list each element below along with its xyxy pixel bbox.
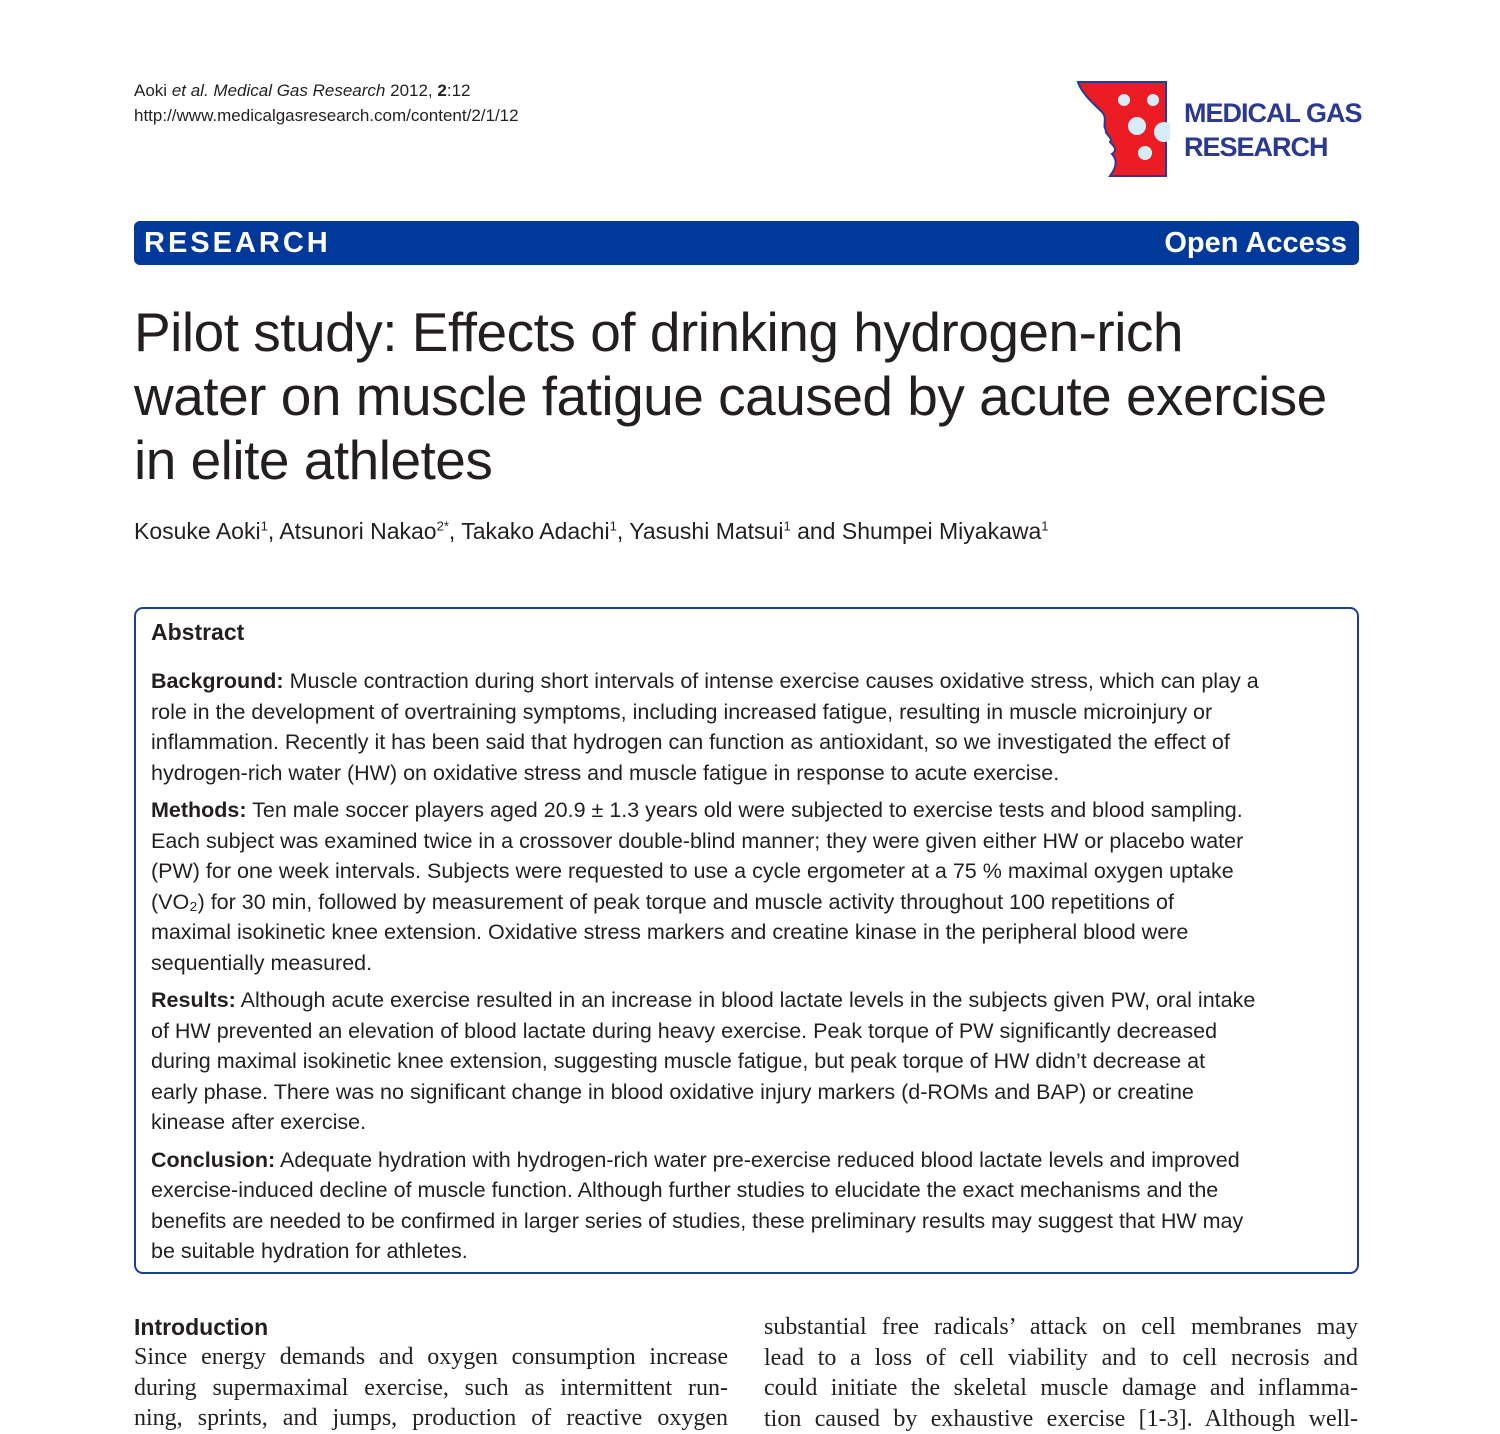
author-name: Atsunori Nakao — [279, 518, 437, 544]
abstract-line — [151, 666, 1345, 697]
author-name: Shumpei Miyakawa — [841, 518, 1042, 544]
abstract-text: during maximal isokinetic knee extension, suggesting muscle fatigue, but peak torque of HW didn’t decrease at — [151, 1049, 1206, 1073]
abstract-section-label: Methods: — [151, 798, 247, 822]
author-name: Kosuke Aoki — [134, 518, 261, 544]
abstract-text: Although acute exercise resulted in an increase in blood lactate levels in the subjects given PW, oral intake — [235, 988, 1256, 1012]
abstract-text: kinease after exercise. — [151, 1110, 367, 1134]
abstract-text: Ten male soccer players aged 20.9 ± 1.3 years old were subjected to exercise tests and blood sampling. — [246, 798, 1243, 822]
author-list — [134, 518, 1049, 545]
abstract-line — [151, 856, 1345, 887]
author-separator: and — [790, 518, 842, 544]
abstract-line — [151, 985, 1345, 1016]
abstract-line — [151, 1107, 1345, 1138]
author-affiliation: 1 — [609, 518, 617, 534]
abstract-body — [151, 666, 1345, 1274]
abstract-line — [151, 727, 1345, 758]
abstract-text: Muscle contraction during short intervals of intense exercise causes oxidative stress, which can play a — [283, 669, 1259, 693]
author-affiliation: 1 — [783, 518, 791, 534]
abstract-section-label: Results: — [151, 988, 236, 1012]
abstract-line — [151, 948, 1345, 979]
article-url[interactable]: http://www.medicalgasresearch.com/content/2/1/12 — [134, 106, 519, 125]
abstract-text: exercise-induced decline of muscle function. Although further studies to elucidate the exact mechanisms and the — [151, 1178, 1219, 1202]
author-affiliation: 2* — [436, 518, 449, 534]
abstract-line — [151, 1206, 1345, 1237]
journal-logo — [1074, 80, 1364, 180]
abstract-line — [151, 1077, 1345, 1108]
abstract-line — [151, 758, 1345, 789]
author-separator: , — [267, 518, 280, 544]
introduction-heading: Introduction — [134, 1314, 269, 1340]
abstract-line — [151, 826, 1345, 857]
abstract-line — [151, 1236, 1345, 1267]
abstract-section — [151, 795, 1345, 978]
author-separator: , — [448, 518, 462, 544]
open-access-label: Open Access — [1164, 227, 1347, 259]
abstract-text: (VO₂) for 30 min, followed by measurement of peak torque and muscle activity throughout 100 repetitions of — [151, 889, 1174, 914]
abstract-text: benefits are needed to be confirmed in larger series of studies, these preliminary results may suggest that HW may — [151, 1208, 1244, 1233]
abstract-text: Each subject was examined twice in a crossover double-blind manner; they were given either HW or placebo water — [151, 828, 1244, 853]
abstract-line — [151, 1145, 1345, 1176]
citation-header — [134, 78, 519, 128]
abstract-line — [151, 697, 1345, 728]
article-type: RESEARCH — [144, 227, 331, 259]
abstract-line — [151, 1016, 1345, 1047]
abstract-heading: Abstract — [151, 619, 245, 645]
face-bubbles-logo-icon — [1074, 80, 1170, 178]
article-type-banner — [134, 221, 1359, 265]
abstract-line — [151, 1175, 1345, 1206]
abstract-section-label: Conclusion: — [151, 1147, 276, 1172]
logo-wordmark: MEDICAL GAS RESEARCH — [1184, 98, 1362, 162]
abstract-text: role in the development of overtraining symptoms, including increased fatigue, resulting in muscle microinjury or — [151, 699, 1213, 724]
abstract-text: be suitable hydration for athletes. — [151, 1239, 468, 1263]
author-separator: , — [616, 518, 630, 544]
abstract-text: early phase. There was no significant change in blood oxidative injury markers (d-ROMs and BAP) or creatine — [151, 1079, 1194, 1104]
abstract-line — [151, 1046, 1345, 1077]
abstract-box — [134, 607, 1359, 1274]
abstract-text: Adequate hydration with hydrogen-rich water pre-exercise reduced blood lactate levels and improved — [275, 1147, 1240, 1172]
abstract-section — [151, 666, 1345, 788]
abstract-text: of HW prevented an elevation of blood lactate during heavy exercise. Peak torque of PW significantly decreased — [151, 1018, 1218, 1043]
abstract-line — [151, 887, 1345, 918]
abstract-text: (PW) for one week intervals. Subjects were requested to use a cycle ergometer at a 75 % maximal oxygen uptake — [151, 859, 1234, 883]
paper-title: Pilot study: Effects of drinking hydrogen-rich water on muscle fatigue caused by acute exercise in elite athletes — [134, 301, 1327, 491]
abstract-section — [151, 1145, 1345, 1267]
abstract-text: sequentially measured. — [151, 950, 373, 975]
author-affiliation: 1 — [1041, 518, 1049, 534]
author-affiliation: 1 — [260, 518, 268, 534]
citation: Aoki et al. Medical Gas Research 2012, 2:12 — [134, 81, 471, 100]
abstract-text: inflammation. Recently it has been said that hydrogen can function as antioxidant, so we investigated the effect of — [151, 730, 1230, 754]
introduction-right-column: substantial free radicals’ attack on cell membranes may lead to a loss of cell viability and to cell necrosis and could initiate the skeletal muscle damage and inflamma- tion caused by exhaustive exercise [1-3]. Although well- — [764, 1314, 1358, 1432]
abstract-section-label: Background: — [151, 669, 284, 693]
abstract-line — [151, 795, 1345, 826]
author-name: Takako Adachi — [461, 518, 610, 544]
abstract-line — [151, 917, 1345, 948]
author-name: Yasushi Matsui — [629, 518, 784, 544]
abstract-text: hydrogen-rich water (HW) on oxidative stress and muscle fatigue in response to acute exercise. — [151, 760, 1060, 785]
introduction-left-column: Introduction Since energy demands and oxygen consumption increase during supermaximal exercise, such as intermittent run- ning, sprints, and jumps, production of reactive oxygen — [134, 1314, 728, 1431]
abstract-text: maximal isokinetic knee extension. Oxidative stress markers and creatine kinase in the peripheral blood were — [151, 920, 1189, 944]
abstract-section — [151, 985, 1345, 1138]
